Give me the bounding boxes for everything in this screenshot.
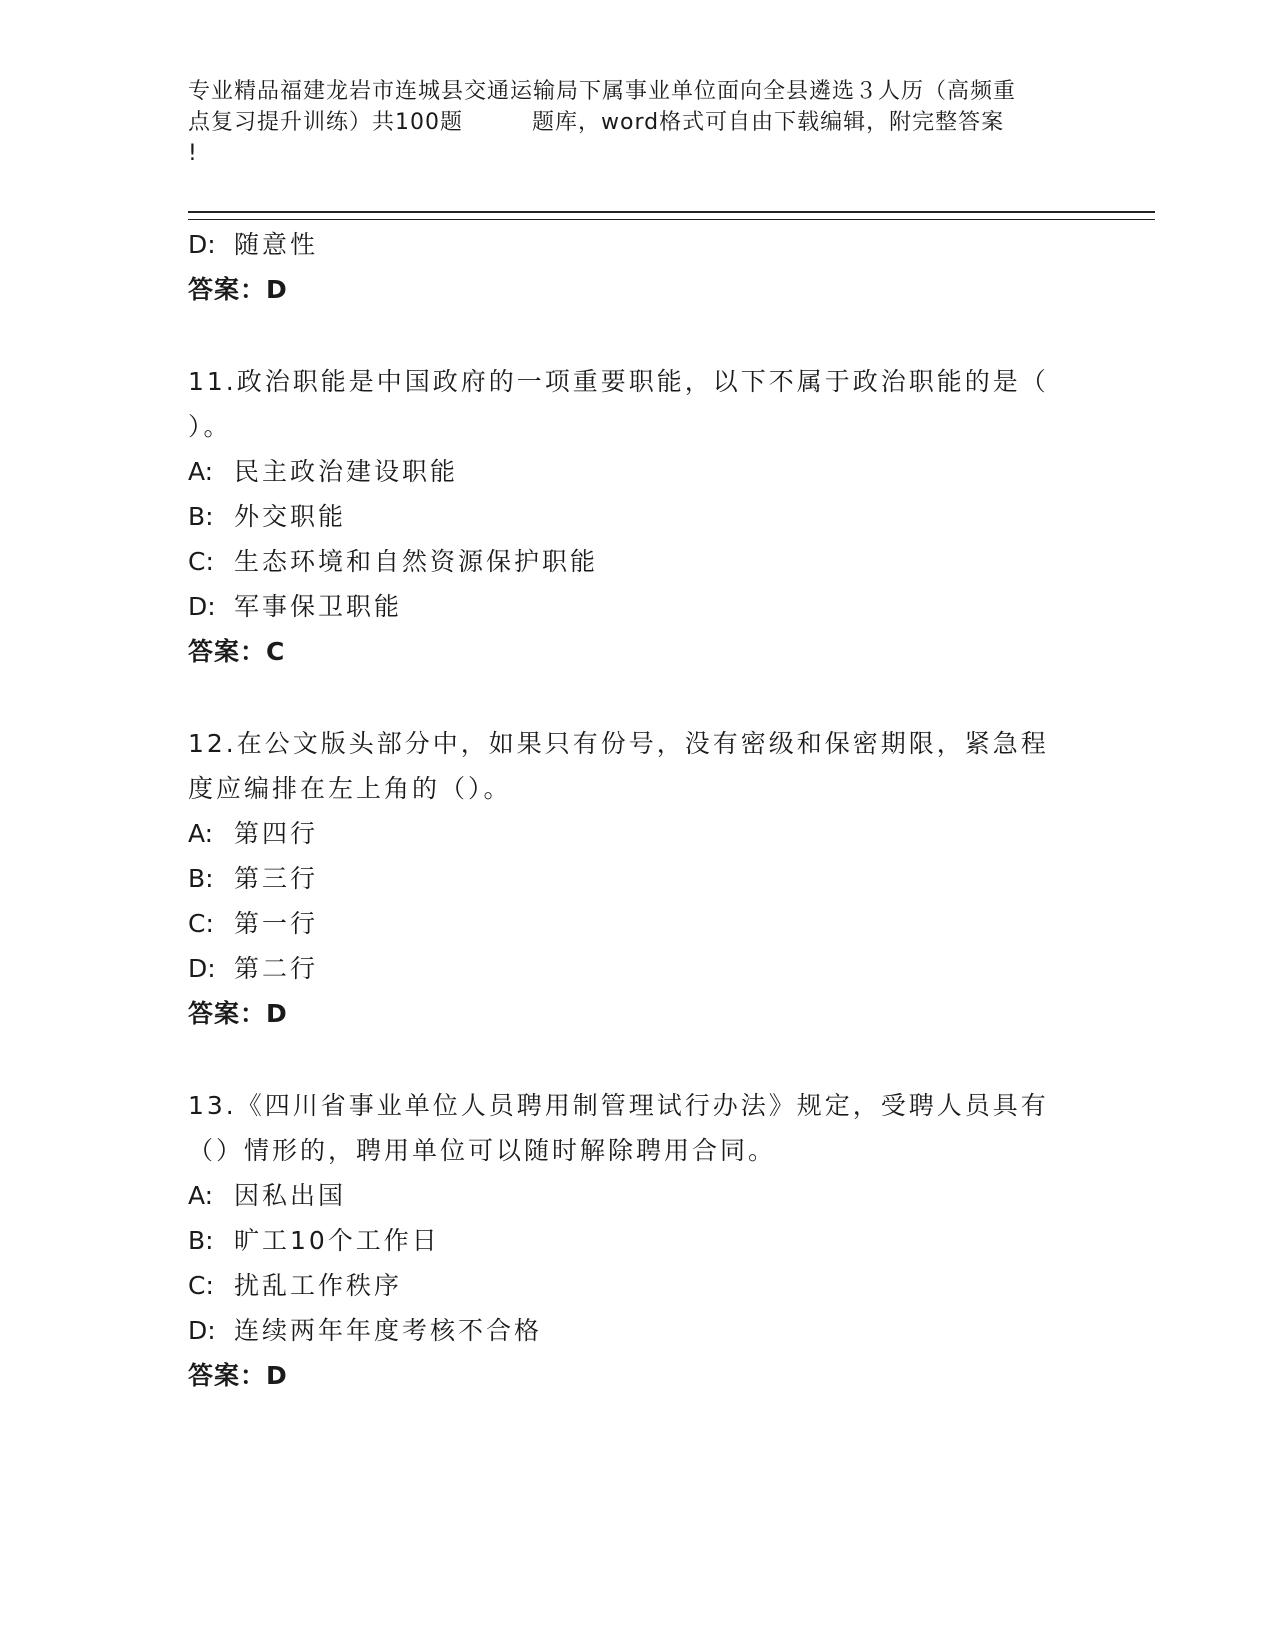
option-text: 扰乱工作秩序 (234, 1271, 403, 1300)
option-c (188, 539, 1088, 584)
option-text: 第二行 (234, 954, 319, 983)
question-stem (188, 721, 1088, 811)
header-divider (188, 211, 1155, 220)
option-text: 第三行 (234, 864, 319, 893)
question-item-13 (188, 1083, 1088, 1398)
option-text: 军事保卫职能 (234, 592, 403, 621)
previous-question-tail (188, 222, 1088, 312)
option-label: B: (188, 502, 214, 531)
question-item-11 (188, 359, 1088, 674)
option-label: C: (188, 547, 214, 576)
question-stem-line-2: 度应编排在左上角的（）。 (188, 774, 512, 803)
question-list (188, 222, 1088, 1398)
option-label: C: (188, 909, 214, 938)
option-label: C: (188, 1271, 214, 1300)
option-b (188, 856, 1088, 901)
question-stem-line-2: ）。 (188, 412, 232, 441)
option-d (188, 946, 1088, 991)
option-label: D: (188, 1316, 216, 1345)
document-header-title (188, 76, 1093, 169)
question-stem (188, 359, 1088, 449)
answer-line: 答案：D (188, 275, 288, 304)
answer-line: 答案：D (188, 1361, 288, 1390)
option-text: 因私出国 (234, 1181, 347, 1210)
question-item-12 (188, 721, 1088, 1036)
option-label: D: (188, 954, 216, 983)
question-stem-line-1: 12.在公文版头部分中，如果只有份号，没有密级和保密期限，紧急程 (188, 729, 1049, 758)
option-text: 生态环境和自然资源保护职能 (234, 547, 599, 576)
option-c (188, 901, 1088, 946)
header-title-line-3: ! (188, 141, 198, 166)
option-text: 旷工10个工作日 (234, 1226, 440, 1255)
option-a (188, 449, 1088, 494)
option-text: 第一行 (234, 909, 319, 938)
option-label: B: (188, 864, 214, 893)
option-text: 外交职能 (234, 502, 347, 531)
question-stem-line-1: 13.《四川省事业单位人员聘用制管理试行办法》规定，受聘人员具有 (188, 1091, 1049, 1120)
option-label: D: (188, 592, 216, 621)
option-text: 民主政治建设职能 (234, 457, 459, 486)
option-text: 第四行 (234, 819, 319, 848)
option-c (188, 1263, 1088, 1308)
option-label: B: (188, 1226, 214, 1255)
option-a (188, 1173, 1088, 1218)
option-b (188, 1218, 1088, 1263)
header-title-line-1: 专业精品福建龙岩市连城县交通运输局下属事业单位面向全县遴选３人历（高频重 (188, 79, 1017, 104)
question-stem (188, 1083, 1088, 1173)
question-stem-line-2: （）情形的，聘用单位可以随时解除聘用合同。 (188, 1136, 777, 1165)
option-label: A: (188, 819, 214, 848)
option-text: 连续两年年度考核不合格 (234, 1316, 543, 1345)
option-label: A: (188, 457, 214, 486)
option-label: A: (188, 1181, 214, 1210)
option-d (188, 222, 1088, 267)
option-text: 随意性 (234, 230, 319, 259)
question-stem-line-1: 11.政治职能是中国政府的一项重要职能，以下不属于政治职能的是（ (188, 367, 1049, 396)
option-b (188, 494, 1088, 539)
option-d (188, 1308, 1088, 1353)
option-d (188, 584, 1088, 629)
answer-line: 答案：D (188, 999, 288, 1028)
option-a (188, 811, 1088, 856)
header-title-line-2: 点复习提升训练）共100题 题库，word格式可自由下载编辑，附完整答案 (188, 110, 1005, 135)
option-label: D: (188, 230, 216, 259)
answer-line: 答案：C (188, 637, 286, 666)
